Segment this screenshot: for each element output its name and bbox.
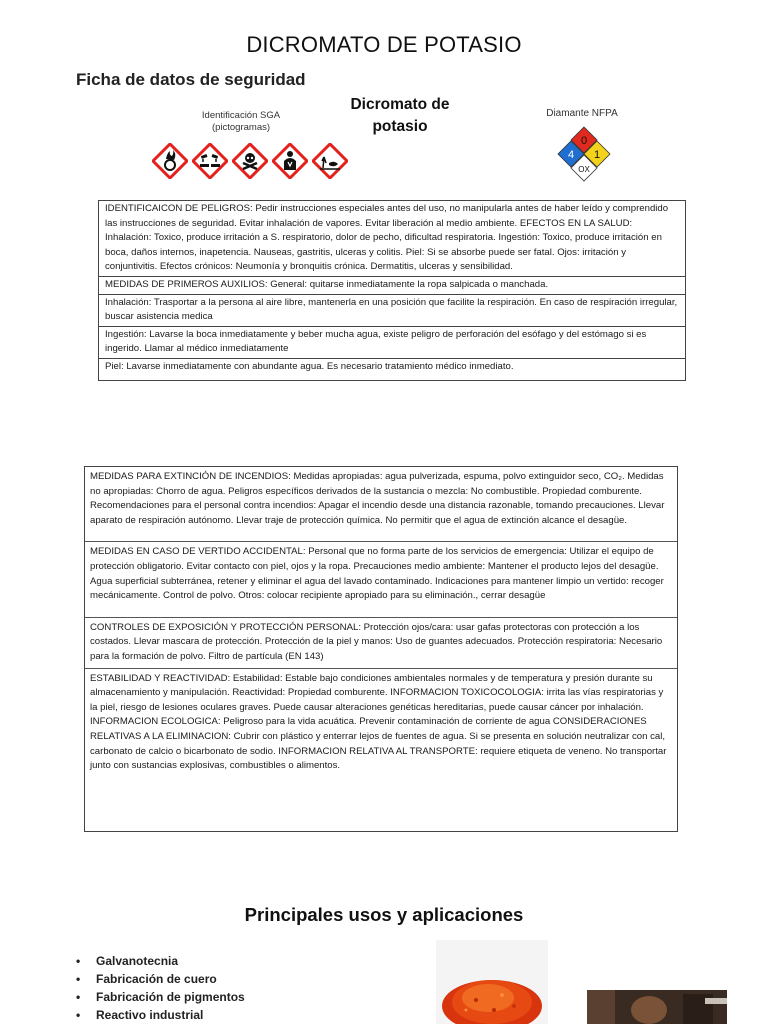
table-row bbox=[99, 295, 685, 327]
list-item: • Galvanotecnia bbox=[76, 952, 245, 970]
sga-label-line2: (pictogramas) bbox=[211, 122, 271, 133]
table-row bbox=[99, 277, 685, 295]
table-row bbox=[99, 359, 685, 376]
list-item: • Fabricación de cuero bbox=[76, 970, 245, 988]
fire-measures-text: MEDIDAS PARA EXTINCIÓN DE INCENDIOS: Medidas apropiadas: agua pulverizada, espuma, polvo extinguidor seco, CO₂. Medidas no apropiadas: Chorro de agua. Peligros específicos derivados de la sustancia o mezcla: No combustible. Propiedad comburente. Recomendaciones para el personal contra incendios: Apagar el incendio desde una distancia razonable, tomando precauciones. Llevar aparato de respiración autónomo. Llevar traje de protección química. No permitir que el agua de extinción alcance el desagüe. bbox=[90, 471, 665, 526]
measures-table bbox=[84, 466, 678, 832]
table-row bbox=[85, 618, 677, 669]
powder-image bbox=[436, 940, 548, 1024]
exposure-controls-text: CONTROLES DE EXPOSICIÓN Y PROTECCIÓN PERSONAL: Protección ojos/cara: usar gafas protectoras con protección a los costados. Llevar mascara de protección. Protección de la piel y manos: Uso de guantes adecuados. Protección respiratoria: Necesario para la formación de polvo. Filtro de partícula (EN 143) bbox=[90, 621, 663, 662]
list-item: • Reactivo industrial bbox=[76, 1006, 245, 1024]
nfpa-flammability: 0 bbox=[580, 135, 588, 147]
center-title-line2: potasio bbox=[372, 118, 428, 135]
uses-list bbox=[76, 952, 245, 1024]
center-title-line1: Dicromato de bbox=[350, 96, 450, 113]
ingestion-text: Ingestión: Lavarse la boca inmediatamente y beber mucha agua, existe peligro de perforación del esófago y del estómago si es ingerido. Llamar al médico inmediatamente bbox=[105, 328, 647, 355]
sga-label bbox=[192, 110, 290, 134]
first-aid-text: MEDIDAS DE PRIMEROS AUXILIOS: General: quitarse inmediatamente la ropa salpicada o manchada. bbox=[105, 278, 549, 290]
health-hazard-icon bbox=[272, 143, 308, 179]
inhalation-text: Inhalación: Trasportar a la persona al aire libre, mantenerla en una posición que facilite la respiración. En caso de respiración irregular, buscar asistencia medica bbox=[105, 296, 678, 323]
center-title bbox=[330, 94, 470, 138]
hazards-text: IDENTIFICAICON DE PELIGROS: Pedir instrucciones especiales antes del uso, no manipularla antes de haber leído y comprendido las instrucciones de seguridad. Evitar inhalación de vapores. Evitar liberación al medio ambiente. EFECTOS EN LA SALUD: Inhalación: Toxico, produce irritación a S. respiratorio, dolor de pecho, dificultad respiratoria. Ingestión: Toxico, produce irritación en boca, daños internos, inapetencia. Nauseas, gastritis, ulceras y colitis. Piel: Si se absorbe puede ser fatal. Ojos: irritación y conjuntivitis. Efectos crónicos: Neumonía y bronquitis crónica. Dermatitis, ulceras y sensibilidad. bbox=[105, 203, 669, 273]
flame-over-circle-icon bbox=[152, 143, 188, 179]
spill-measures-text: MEDIDAS EN CASO DE VERTIDO ACCIDENTAL: Personal que no forma parte de los servicios de emergencia: Utilizar el equipo de protección obligatorio. Evitar contacto con piel, ojos y la ropa. Precauciones medio ambiente: Mantener el producto lejos del desagüe. Agua superficial subterránea, retener y eliminar el agua del lavado contaminado. Indicaciones para mantener limpio un vertido: recoger mecánicamente. Control de polvo. Otros: colocar recipiente apropiado para su eliminación., cerrar desagüe bbox=[90, 546, 664, 602]
skin-text: Piel: Lavarse inmediatamente con abundante agua. Es necesario tratamiento médico inmediato. bbox=[105, 360, 514, 372]
corrosion-icon bbox=[192, 143, 228, 179]
table-row bbox=[99, 201, 685, 277]
table-row bbox=[85, 542, 677, 617]
skull-crossbones-icon bbox=[232, 143, 268, 179]
table-row bbox=[85, 467, 677, 542]
stability-text: ESTABILIDAD Y REACTIVIDAD: Estabilidad: Estable bajo condiciones ambientales normales y de temperatura y presión durante su almacenamiento y manipulación. Reactividad: Propiedad comburente. INFORMACION TOXICOCOLOGIA: irrita las vías respiratorias y la piel, riesgo de lesiones oculares graves. Puede causar alteraciones genéticas hereditarias, puede causar cáncer por inhalación. INFORMACION ECOLOGICA: Peligroso para la vida acuática. Prevenir contaminación de corriente de agua CONSIDERACIONES RELATIVAS A LA ELIMINACION: Cubrir con plástico y enterrar lejos de fuentes de agua. Si se presenta en solución neutralizar con cal, carbonato de calcio o bicarbonato de sodio. INFORMACION RELATIVA AL TRANSPORTE: requiere etiqueta de veneno. No transportar junto con sustancias explosivas, combustibles o alimentos. bbox=[90, 672, 667, 772]
table-row bbox=[85, 669, 677, 777]
nfpa-label: Diamante NFPA bbox=[546, 108, 618, 119]
hazards-table bbox=[98, 200, 686, 381]
ghs-pictograms bbox=[152, 143, 348, 185]
uses-title: Principales usos y aplicaciones bbox=[244, 904, 524, 925]
nfpa-health: 4 bbox=[567, 149, 575, 161]
nfpa-diamond bbox=[556, 126, 612, 182]
table-row bbox=[99, 327, 685, 359]
nfpa-reactivity: 1 bbox=[593, 149, 601, 161]
nfpa-special: OX bbox=[578, 165, 590, 174]
document-title: DICROMATO DE POTASIO bbox=[246, 32, 522, 57]
list-item: • Fabricación de pigmentos bbox=[76, 988, 245, 1006]
environment-icon bbox=[312, 143, 348, 179]
sga-label-line1: Identificación SGA bbox=[201, 110, 281, 121]
document-subtitle: Ficha de datos de seguridad bbox=[76, 70, 306, 89]
worker-photo bbox=[587, 990, 727, 1024]
